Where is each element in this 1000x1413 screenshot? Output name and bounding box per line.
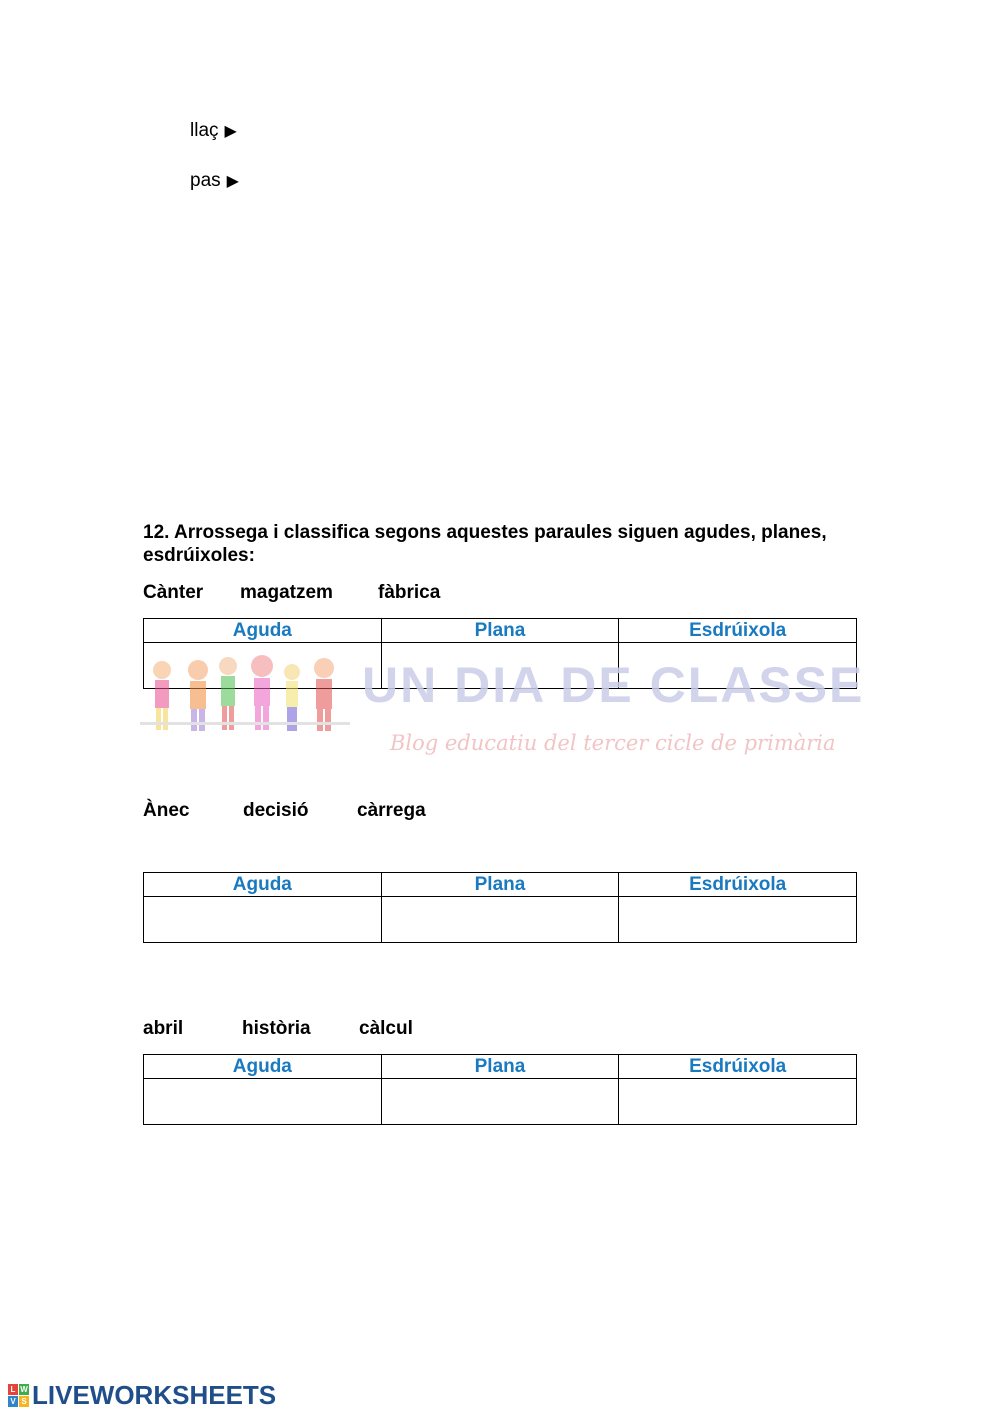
header-aguda: Aguda (144, 619, 382, 643)
draggable-word[interactable]: càlcul (359, 1018, 413, 1039)
header-plana: Plana (381, 619, 619, 643)
drop-zone-plana[interactable] (381, 897, 619, 943)
liveworksheets-icon (8, 1384, 29, 1407)
header-esdruixola: Esdrúixola (619, 873, 857, 897)
header-aguda: Aguda (144, 1055, 382, 1079)
header-aguda: Aguda (144, 873, 382, 897)
drop-zone-aguda[interactable] (144, 897, 382, 943)
classification-table-2 (143, 872, 857, 943)
header-esdruixola: Esdrúixola (619, 619, 857, 643)
item-llac (190, 120, 237, 142)
play-arrow-icon[interactable]: ▶ (224, 123, 237, 140)
drop-zone-esdruixola[interactable] (619, 897, 857, 943)
logo-tile: W (20, 1385, 28, 1394)
play-arrow-icon[interactable]: ▶ (226, 173, 239, 190)
draggable-word[interactable]: magatzem (240, 582, 333, 603)
drop-zone-aguda[interactable] (144, 643, 382, 689)
logo-tile: L (8, 1384, 18, 1395)
logo-tile: S (19, 1396, 29, 1407)
draggable-word[interactable]: història (242, 1018, 311, 1039)
watermark-title: UN DIA DE CLASSE (362, 657, 865, 713)
watermark-subtitle: Blog educatiu del tercer cicle de primària (390, 731, 836, 755)
item-word: pas (190, 170, 221, 191)
liveworksheets-logo (8, 1380, 276, 1411)
draggable-word[interactable]: Cànter (143, 582, 204, 603)
drop-zone-plana[interactable] (381, 1079, 619, 1125)
classification-table-3 (143, 1054, 857, 1125)
question-title: 12. Arrossega i classifica segons aquestes paraules siguen agudes, planes, esdrúixoles: (143, 522, 827, 566)
item-pas (190, 170, 239, 192)
draggable-word[interactable]: abril (143, 1018, 184, 1039)
header-esdruixola: Esdrúixola (619, 1055, 857, 1079)
logo-tile: V (8, 1396, 18, 1407)
brand-name: LIVEWORKSHEETS (32, 1380, 277, 1410)
drop-zone-esdruixola[interactable] (619, 1079, 857, 1125)
drop-zone-aguda[interactable] (144, 1079, 382, 1125)
draggable-word[interactable]: Ànec (143, 800, 190, 821)
header-plana: Plana (381, 873, 619, 897)
draggable-word[interactable]: càrrega (357, 800, 426, 821)
draggable-word[interactable]: decisió (243, 800, 309, 821)
item-word: llaç (190, 120, 219, 141)
header-plana: Plana (381, 1055, 619, 1079)
draggable-word[interactable]: fàbrica (378, 582, 441, 603)
